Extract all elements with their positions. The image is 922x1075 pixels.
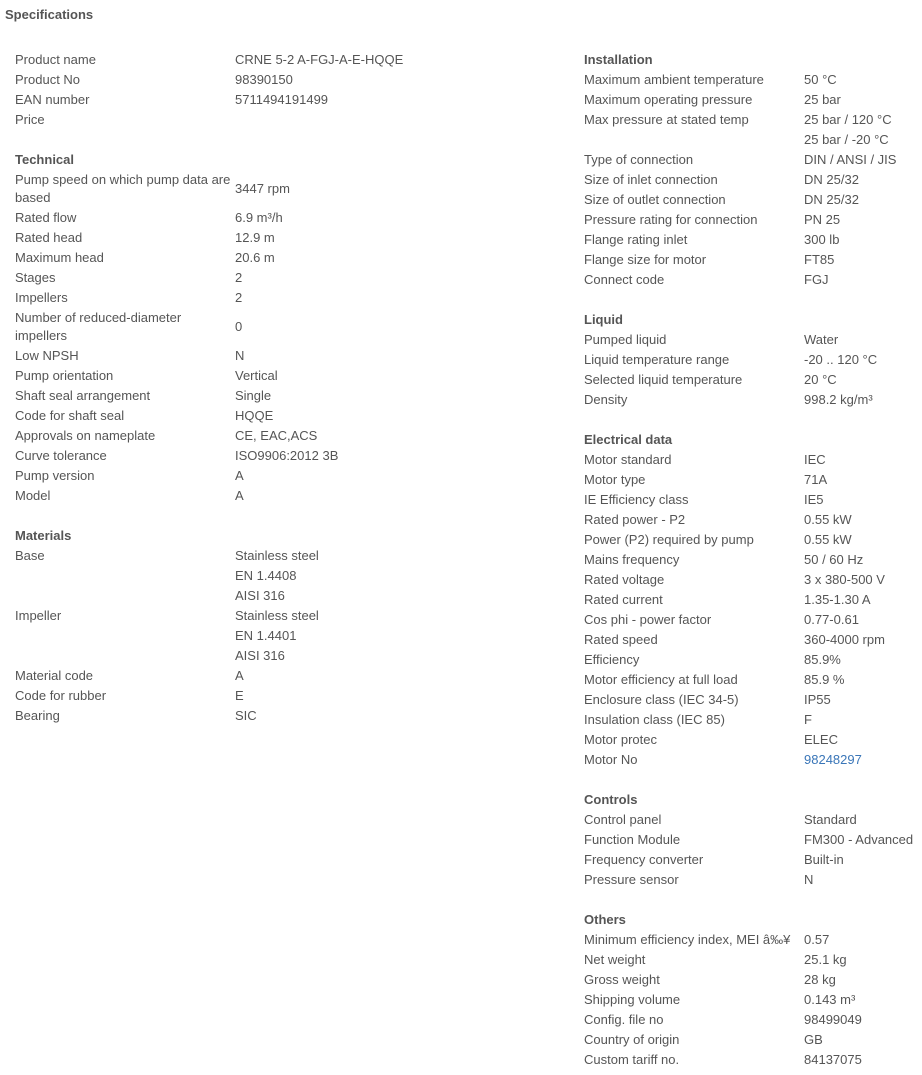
spec-row xyxy=(584,130,922,150)
spec-value: 20.6 m xyxy=(235,250,275,265)
spec-row xyxy=(584,230,922,250)
spec-value: 25 bar / -20 °C xyxy=(804,132,889,147)
spec-value: 5711494191499 xyxy=(235,92,329,107)
spec-value: IEC xyxy=(804,452,826,467)
spec-label: Impellers xyxy=(15,290,68,305)
spec-value: 12.9 m xyxy=(235,230,275,245)
spec-row xyxy=(584,710,922,730)
spec-row xyxy=(584,70,922,90)
spec-value: GB xyxy=(804,1032,823,1047)
spec-label: Custom tariff no. xyxy=(584,1052,680,1067)
spec-label: Density xyxy=(584,392,628,407)
spec-row xyxy=(584,950,922,970)
spec-row xyxy=(584,870,922,890)
spec-value: Stainless steel xyxy=(235,608,319,623)
spec-row xyxy=(15,366,555,386)
spec-row xyxy=(584,210,922,230)
spec-label: Rated flow xyxy=(15,210,77,225)
spec-label: Power (P2) required by pump xyxy=(584,532,754,547)
spec-value: FT85 xyxy=(804,252,835,267)
spec-value: 50 / 60 Hz xyxy=(804,552,864,567)
spec-row xyxy=(15,426,555,446)
spec-value: Water xyxy=(804,332,839,347)
spec-row xyxy=(15,170,555,208)
spec-value: 98390150 xyxy=(235,72,293,87)
spec-value: 98499049 xyxy=(804,1012,862,1027)
spec-value: 50 °C xyxy=(804,72,837,87)
spec-row xyxy=(15,228,555,248)
spec-value: ELEC xyxy=(804,732,838,747)
spec-value: 28 kg xyxy=(804,972,836,987)
spec-label: Net weight xyxy=(584,952,646,967)
spec-label: Maximum ambient temperature xyxy=(584,72,764,87)
spec-value: FGJ xyxy=(804,272,829,287)
spec-label: Pressure rating for connection xyxy=(584,212,758,227)
spec-row xyxy=(584,110,922,130)
spec-row xyxy=(15,666,555,686)
spec-label: Low NPSH xyxy=(15,348,79,363)
spec-value: DN 25/32 xyxy=(804,192,859,207)
section-others xyxy=(584,910,922,1070)
spec-row xyxy=(584,630,922,650)
spec-row xyxy=(15,446,555,466)
spec-row xyxy=(584,270,922,290)
spec-row xyxy=(584,90,922,110)
spec-row xyxy=(584,570,922,590)
spec-value: N xyxy=(804,872,814,887)
spec-row xyxy=(584,590,922,610)
spec-value: 0.55 kW xyxy=(804,512,852,527)
spec-label: Pumped liquid xyxy=(584,332,667,347)
spec-row xyxy=(15,646,555,666)
spec-row xyxy=(584,550,922,570)
spec-value: IE5 xyxy=(804,492,824,507)
spec-row xyxy=(15,486,555,506)
spec-value: AISI 316 xyxy=(235,648,285,663)
spec-value: 0 xyxy=(235,319,243,334)
section-installation xyxy=(584,50,922,290)
spec-label: Gross weight xyxy=(584,972,660,987)
spec-value: 3 x 380-500 V xyxy=(804,572,885,587)
spec-label: Flange size for motor xyxy=(584,252,707,267)
spec-value: 2 xyxy=(235,290,243,305)
spec-value: ISO9906:2012 3B xyxy=(235,448,339,463)
spec-label: Config. file no xyxy=(584,1012,664,1027)
spec-row xyxy=(15,110,555,130)
spec-row xyxy=(15,546,555,566)
spec-value: N xyxy=(235,348,245,363)
spec-label: Efficiency xyxy=(584,652,640,667)
spec-label: Material code xyxy=(15,668,94,683)
spec-value: AISI 316 xyxy=(235,588,285,603)
spec-value: DN 25/32 xyxy=(804,172,859,187)
spec-label: Motor protec xyxy=(584,732,657,747)
spec-row xyxy=(15,288,555,308)
section-title: Liquid xyxy=(584,312,623,327)
spec-value: 20 °C xyxy=(804,372,837,387)
spec-label: Pump orientation xyxy=(15,368,114,383)
spec-label: Rated head xyxy=(15,230,83,245)
page-title: Specifications xyxy=(5,7,94,22)
spec-value: 998.2 kg/m³ xyxy=(804,392,873,407)
spec-value: 25.1 kg xyxy=(804,952,847,967)
spec-label: Stages xyxy=(15,270,56,285)
spec-row xyxy=(584,1030,922,1050)
spec-value: PN 25 xyxy=(804,212,841,227)
spec-label: Rated voltage xyxy=(584,572,665,587)
spec-row xyxy=(584,990,922,1010)
section-technical xyxy=(15,150,555,506)
spec-row xyxy=(15,606,555,626)
spec-value: F xyxy=(804,712,812,727)
spec-value: CRNE 5-2 A-FGJ-A-E-HQQE xyxy=(235,52,404,67)
spec-label: Maximum head xyxy=(15,250,104,265)
specs-right-column xyxy=(584,50,922,1070)
spec-label: Impeller xyxy=(15,608,62,623)
spec-value: CE, EAC,ACS xyxy=(235,428,318,443)
spec-row xyxy=(15,308,555,346)
spec-row xyxy=(584,850,922,870)
spec-row xyxy=(584,470,922,490)
spec-label: Motor standard xyxy=(584,452,672,467)
spec-value: 25 bar xyxy=(804,92,841,107)
spec-value: EN 1.4401 xyxy=(235,628,297,643)
section-materials xyxy=(15,526,555,726)
section-title: Installation xyxy=(584,52,653,67)
spec-label: Code for shaft seal xyxy=(15,408,125,423)
spec-value: Built-in xyxy=(804,852,844,867)
spec-value: Vertical xyxy=(235,368,278,383)
spec-row xyxy=(584,750,922,770)
section-title: Technical xyxy=(15,152,75,167)
spec-value: HQQE xyxy=(235,408,274,423)
spec-label: Number of reduced-diameter impellers xyxy=(15,310,182,343)
spec-row xyxy=(584,250,922,270)
spec-label: Model xyxy=(15,488,51,503)
section-title: Electrical data xyxy=(584,432,673,447)
spec-value: 0.143 m³ xyxy=(804,992,856,1007)
spec-row xyxy=(584,810,922,830)
spec-label: Shipping volume xyxy=(584,992,681,1007)
spec-row xyxy=(584,670,922,690)
spec-row xyxy=(15,208,555,228)
spec-label: Max pressure at stated temp xyxy=(584,112,749,127)
spec-value: A xyxy=(235,668,244,683)
spec-row xyxy=(584,190,922,210)
spec-row xyxy=(15,268,555,288)
spec-row xyxy=(584,510,922,530)
spec-row xyxy=(584,970,922,990)
spec-label: IE Efficiency class xyxy=(584,492,689,507)
specs-left-column xyxy=(15,50,555,726)
spec-label: Product No xyxy=(15,72,81,87)
spec-value: 6.9 m³/h xyxy=(235,210,283,225)
spec-label: Motor efficiency at full load xyxy=(584,672,738,687)
motor-no-link[interactable]: 98248297 xyxy=(804,752,862,767)
spec-row xyxy=(15,686,555,706)
spec-label: Liquid temperature range xyxy=(584,352,730,367)
spec-label: Insulation class (IEC 85) xyxy=(584,712,725,727)
spec-row xyxy=(15,406,555,426)
spec-value: 360-4000 rpm xyxy=(804,632,885,647)
spec-label: Enclosure class (IEC 34-5) xyxy=(584,692,739,707)
spec-value: IP55 xyxy=(804,692,831,707)
spec-row xyxy=(584,1010,922,1030)
spec-value: 85.9 % xyxy=(804,672,845,687)
spec-row xyxy=(584,650,922,670)
spec-row xyxy=(584,370,922,390)
spec-row xyxy=(15,346,555,366)
section-general xyxy=(15,50,555,130)
spec-value: E xyxy=(235,688,244,703)
spec-row xyxy=(15,50,555,70)
spec-value: 25 bar / 120 °C xyxy=(804,112,892,127)
section-liquid xyxy=(584,310,922,410)
spec-label: Selected liquid temperature xyxy=(584,372,743,387)
spec-row xyxy=(15,386,555,406)
spec-value: 85.9% xyxy=(804,652,841,667)
spec-value: FM300 - Advanced xyxy=(804,832,914,847)
spec-label: Cos phi - power factor xyxy=(584,612,712,627)
spec-label: Product name xyxy=(15,52,96,67)
spec-row xyxy=(584,490,922,510)
spec-label: Pump version xyxy=(15,468,95,483)
spec-row xyxy=(15,706,555,726)
spec-row xyxy=(15,626,555,646)
spec-value: 84137075 xyxy=(804,1052,862,1067)
spec-label: Bearing xyxy=(15,708,60,723)
spec-label: Flange rating inlet xyxy=(584,232,688,247)
spec-row xyxy=(584,610,922,630)
spec-value: Standard xyxy=(804,812,857,827)
spec-label: Size of inlet connection xyxy=(584,172,718,187)
spec-value: 0.55 kW xyxy=(804,532,852,547)
spec-value: SIC xyxy=(235,708,257,723)
section-controls xyxy=(584,790,922,890)
spec-label: Curve tolerance xyxy=(15,448,107,463)
spec-value: 2 xyxy=(235,270,243,285)
spec-value: DIN / ANSI / JIS xyxy=(804,152,897,167)
spec-row xyxy=(15,248,555,268)
spec-label: Code for rubber xyxy=(15,688,107,703)
spec-label: Motor type xyxy=(584,472,646,487)
spec-label: Maximum operating pressure xyxy=(584,92,753,107)
section-title: Others xyxy=(584,912,626,927)
spec-label: Base xyxy=(15,548,45,563)
spec-value: -20 .. 120 °C xyxy=(804,352,878,367)
spec-value: 71A xyxy=(804,472,828,487)
spec-row xyxy=(584,170,922,190)
spec-label: Control panel xyxy=(584,812,662,827)
spec-row xyxy=(15,466,555,486)
spec-label: Rated speed xyxy=(584,632,658,647)
spec-value: 3447 rpm xyxy=(235,181,290,196)
spec-value: 1.35-1.30 A xyxy=(804,592,871,607)
spec-row xyxy=(15,90,555,110)
spec-label: Connect code xyxy=(584,272,665,287)
spec-row xyxy=(584,930,922,950)
spec-value: A xyxy=(235,488,244,503)
spec-label: Mains frequency xyxy=(584,552,680,567)
spec-label: Approvals on nameplate xyxy=(15,428,156,443)
section-electrical-data xyxy=(584,430,922,770)
spec-row xyxy=(584,690,922,710)
spec-row xyxy=(15,586,555,606)
spec-value: Stainless steel xyxy=(235,548,319,563)
spec-label: Type of connection xyxy=(584,152,694,167)
spec-row xyxy=(584,350,922,370)
spec-row xyxy=(584,830,922,850)
spec-label: Motor No xyxy=(584,752,638,767)
spec-label: EAN number xyxy=(15,92,90,107)
spec-label: Rated power - P2 xyxy=(584,512,686,527)
spec-label: Size of outlet connection xyxy=(584,192,726,207)
spec-row xyxy=(15,566,555,586)
spec-value: EN 1.4408 xyxy=(235,568,297,583)
spec-label: Minimum efficiency index, MEI â‰¥ xyxy=(584,932,791,947)
spec-label: Pump speed on which pump data are based xyxy=(15,172,231,205)
spec-value: Single xyxy=(235,388,272,403)
spec-row xyxy=(15,70,555,90)
spec-label: Pressure sensor xyxy=(584,872,679,887)
section-title: Controls xyxy=(584,792,638,807)
spec-label: Shaft seal arrangement xyxy=(15,388,151,403)
spec-label: Function Module xyxy=(584,832,681,847)
spec-label: Frequency converter xyxy=(584,852,704,867)
spec-value: 0.57 xyxy=(804,932,830,947)
spec-row xyxy=(584,450,922,470)
spec-row xyxy=(584,390,922,410)
spec-row xyxy=(584,330,922,350)
spec-row xyxy=(584,730,922,750)
spec-label: Country of origin xyxy=(584,1032,680,1047)
spec-value: A xyxy=(235,468,244,483)
spec-value: 300 lb xyxy=(804,232,840,247)
section-title: Materials xyxy=(15,528,72,543)
spec-label: Price xyxy=(15,112,45,127)
spec-row xyxy=(584,150,922,170)
spec-value: 0.77-0.61 xyxy=(804,612,859,627)
spec-row xyxy=(584,530,922,550)
spec-row xyxy=(584,1050,922,1070)
spec-label: Rated current xyxy=(584,592,663,607)
